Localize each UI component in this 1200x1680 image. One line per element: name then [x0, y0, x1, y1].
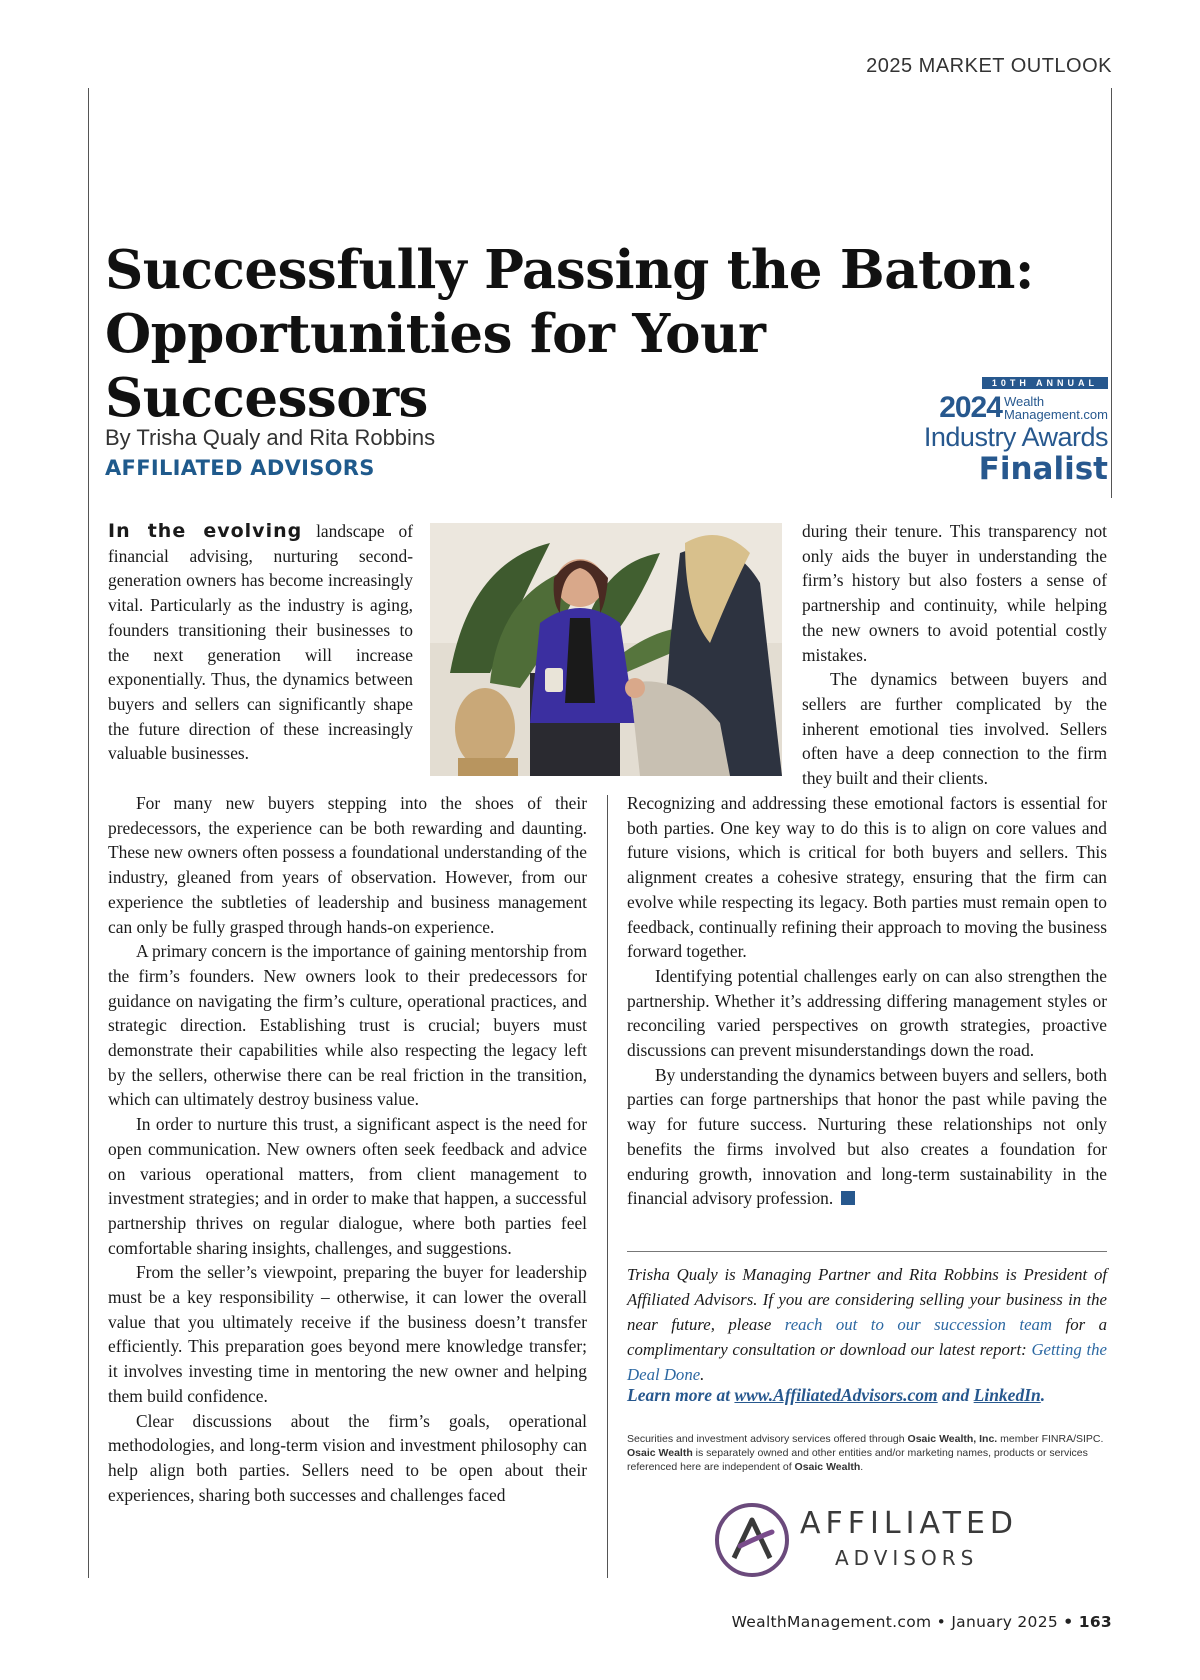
- title-line-2: Opportunities for Your Successors: [105, 303, 766, 429]
- succession-team-link[interactable]: reach out to our succession team: [784, 1315, 1053, 1334]
- body-paragraph: In order to nurture this trust, a significant aspect is the need for open communication. New owners often seek feedback and advice on various operational matters, from client management to investment strategies; and in order to make that happen, a successful partnership thrives on regular dialogue, where both parties feel comfortable sharing insights, challenges, and suggestions.: [108, 1114, 587, 1258]
- logo-subtitle: ADVISORS: [835, 1546, 979, 1570]
- award-status: Finalist: [978, 451, 1108, 487]
- body-paragraph-continued: Recognizing and addressing these emotional factors is essential for both parties. One key way to do this is to align on core values and future visions, which is critical for both buyers and sellers. This alignment creates a cohesive strategy, ensuring that the firm can evolve while respecting its legacy. Both parties must remain open to feedback, continually refining their approach to moving the business forward together.: [627, 793, 1107, 962]
- left-column: [108, 791, 587, 1507]
- website-link[interactable]: www.AffiliatedAdvisors.com: [734, 1385, 938, 1405]
- article-photo: [430, 523, 782, 776]
- award-year: 2024: [939, 391, 1002, 424]
- page-footer: WealthManagement.com • January 2025 • 163: [731, 1613, 1112, 1631]
- award-publication: Wealth Management.com: [1003, 394, 1108, 422]
- body-paragraph-continued: during their tenure. This transparency not only aids the buyer in understanding the firm’s history but also fosters a sense of partnership and continuity, while helping the new owners to avoid potential costly mistakes.: [802, 521, 1107, 665]
- body-paragraph: The dynamics between buyers and sellers are further complicated by the inherent emotional ties involved. Sellers often have a deep connection to the firm they built and their clients.: [802, 669, 1107, 789]
- disclaimer: Securities and investment advisory services offered through Osaic Wealth, Inc. member FINRA/SIPC. Osaic Wealth is separately owned and other entities and/or marketing names, products or services referenced here are independent of Osaic Wealth.: [627, 1433, 1104, 1473]
- right-divider: [1111, 88, 1112, 498]
- right-column-top: [802, 519, 1107, 791]
- report-link[interactable]: Getting the Deal Done: [627, 1340, 1107, 1384]
- logo-mark-icon: [712, 1500, 792, 1580]
- author-bio: Trisha Qualy is Managing Partner and Rita Robbins is President of Affiliated Advisors. If you are considering selling your business in the near future, please reach out to our succession team for a complimentary consultation or download our latest report: Getting the Deal Done.: [627, 1265, 1107, 1384]
- right-column: [627, 791, 1107, 1211]
- body-paragraph: Clear discussions about the firm’s goals, operational methodologies, and long-term vision and investment philosophy can help align both parties. Sellers need to be open about their experiences, sharing both successes and challenges faced: [108, 1410, 587, 1505]
- closing-paragraph: By understanding the dynamics between buyers and sellers, both parties can forge partnerships that honor the past while paving the way for future success. Nurturing these relationships not only benefits the firms involved but also creates a foundation for enduring growth, innovation and long-term sustainability in the financial advisory profession.: [627, 1064, 1107, 1209]
- bio-divider: [627, 1251, 1107, 1252]
- title-line-1: Successfully Passing the Baton:: [105, 239, 1034, 301]
- body-paragraph: From the seller’s viewpoint, preparing the buyer for leadership must be a key responsibility – otherwise, it can lower the overall value that you ultimately receive if the business doesn’t transfer efficiently. This preparation goes beyond mere knowledge transfer; it involves investing time in mentoring the new owner and helping them build confidence.: [108, 1262, 587, 1406]
- affiliated-advisors-logo: [712, 1500, 1032, 1578]
- intro-text: landscape of financial advising, nurturing second-generation owners has become increasingly vital. Particularly as the industry is aging, founders transitioning their businesses to the next generation will increase exponentially. Thus, the dynamics between buyers and sellers can significantly shape the future direction of these increasingly valuable businesses.: [108, 521, 413, 764]
- column-divider: [607, 795, 608, 1578]
- logo-name: AFFILIATED: [800, 1506, 1019, 1541]
- lead-in: In the evolving: [108, 520, 303, 542]
- left-divider: [88, 88, 89, 1578]
- footer-date: January 2025: [951, 1613, 1059, 1631]
- byline: By Trisha Qualy and Rita Robbins: [105, 425, 436, 450]
- footer-site: WealthManagement.com: [731, 1613, 932, 1631]
- linkedin-link[interactable]: LinkedIn: [973, 1385, 1041, 1405]
- body-paragraph: Identifying potential challenges early on can also strengthen the partnership. Whether it’s addressing differing management styles or reconciling varied perspectives on growth strategies, proactive discussions can prevent misunderstandings down the road.: [627, 965, 1107, 1061]
- award-annual: 10TH ANNUAL: [982, 377, 1108, 389]
- intro-paragraph: [108, 519, 413, 766]
- author-organization: AFFILIATED ADVISORS: [105, 456, 375, 480]
- award-badge: [898, 373, 1108, 487]
- learn-more: Learn more at www.AffiliatedAdvisors.com and LinkedIn.: [627, 1385, 1046, 1405]
- section-label: 2025 MARKET OUTLOOK: [866, 55, 1112, 77]
- page-number: 163: [1078, 1613, 1112, 1631]
- end-mark-icon: [841, 1191, 855, 1205]
- body-paragraph: For many new buyers stepping into the shoes of their predecessors, the experience can be both rewarding and daunting. These new owners often possess a foundational understanding of the industry, gleaned from years of observation. However, from our experience the subtleties of leadership and business management can only be fully grasped through hands-on experience.: [108, 793, 587, 937]
- body-paragraph: A primary concern is the importance of gaining mentorship from the firm’s founders. New owners look to their predecessors for guidance on navigating the firm’s culture, operational practices, and strategic direction. Establishing trust is crucial; buyers must demonstrate their capabilities while also respecting the legacy left by the sellers, otherwise there can be real friction in the transition, which can ultimately destroy business value.: [108, 941, 587, 1110]
- award-name: Industry Awards: [923, 422, 1108, 452]
